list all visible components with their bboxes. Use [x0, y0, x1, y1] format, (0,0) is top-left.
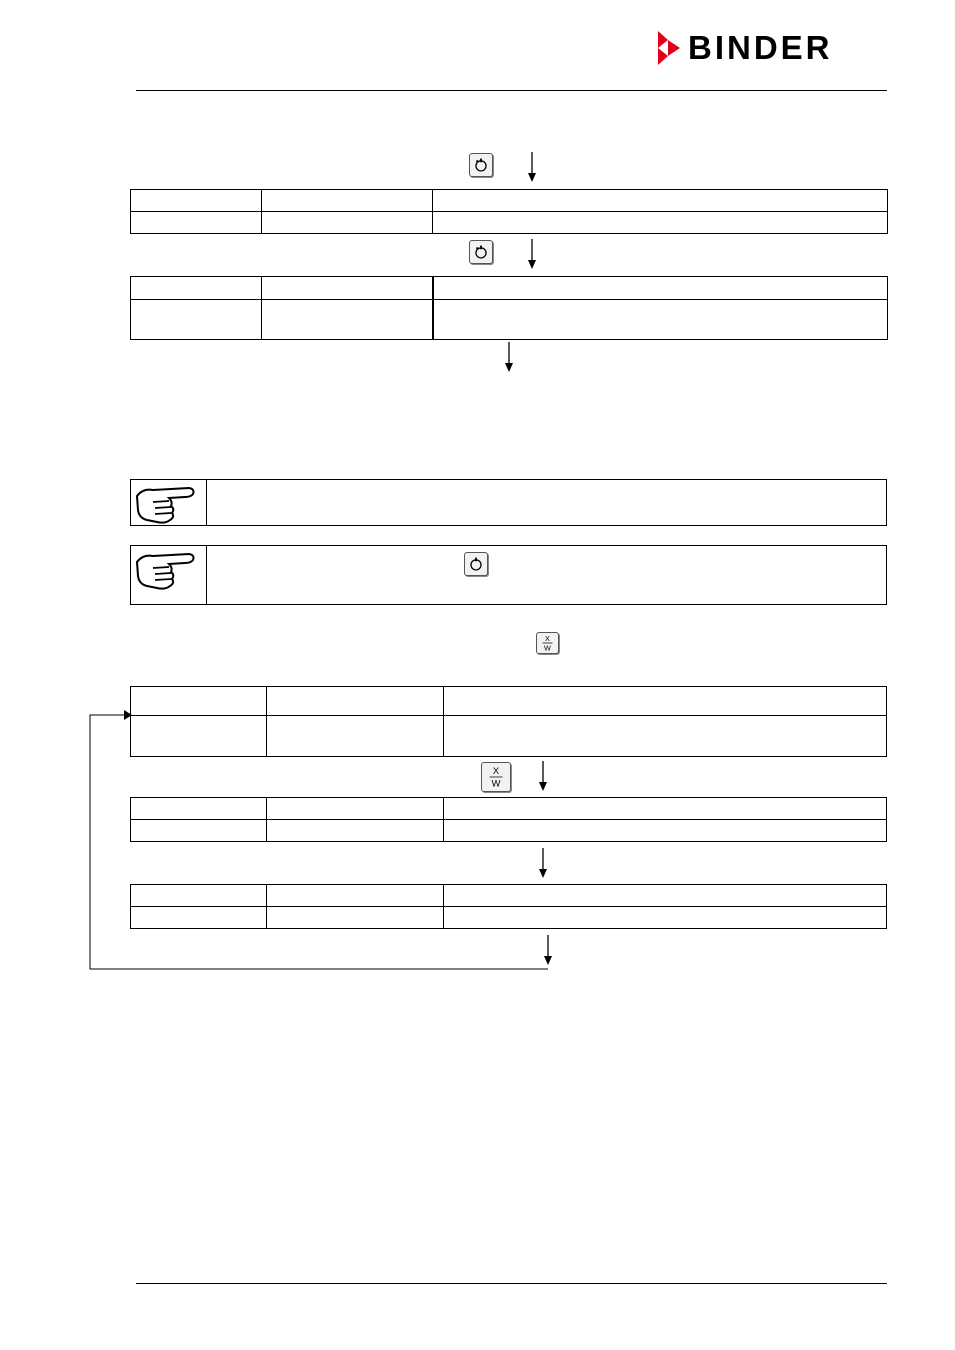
- table-cell: [131, 885, 267, 907]
- header-rule: [136, 90, 887, 91]
- table-cell: [267, 687, 444, 716]
- program-start-key-icon: [469, 153, 493, 177]
- table-cell: [444, 798, 887, 820]
- display-table-3: [130, 686, 887, 757]
- program-start-key-icon: [464, 552, 488, 576]
- table-cell: [131, 687, 267, 716]
- svg-text:W: W: [544, 643, 551, 653]
- table-cell: [433, 190, 888, 212]
- display-table-1: [130, 189, 888, 234]
- table-cell: [262, 190, 433, 212]
- table-cell: [262, 300, 433, 340]
- table-cell: [131, 190, 262, 212]
- setpoint-key-icon: [481, 762, 511, 792]
- svg-text:X: X: [492, 766, 500, 777]
- svg-text:W: W: [491, 778, 501, 789]
- table-cell: [433, 277, 888, 300]
- table-cell: [444, 820, 887, 842]
- table-cell: [131, 300, 262, 340]
- footer-rule: [136, 1283, 887, 1284]
- arrow-down-icon: [538, 761, 548, 791]
- table-cell: [267, 798, 444, 820]
- display-table-4: [130, 797, 887, 842]
- table-cell: [131, 907, 267, 929]
- arrow-down-icon: [527, 152, 537, 182]
- table-cell: [444, 885, 887, 907]
- table-cell: [267, 907, 444, 929]
- setpoint-key-icon: [536, 632, 559, 654]
- table-cell: [131, 212, 262, 234]
- table-cell: [267, 885, 444, 907]
- table-cell: [433, 300, 888, 340]
- pointing-hand-icon: [135, 482, 197, 524]
- table-cell: [267, 716, 444, 757]
- binder-logo-mark-icon: [656, 30, 682, 66]
- table-cell: [131, 716, 267, 757]
- table-cell: [267, 820, 444, 842]
- note-box: [130, 545, 887, 605]
- pointing-hand-icon: [135, 548, 197, 590]
- table-cell: [131, 798, 267, 820]
- binder-logo: [656, 29, 833, 67]
- table-cell: [444, 716, 887, 757]
- display-table-5: [130, 884, 887, 929]
- table-cell: [444, 907, 887, 929]
- table-cell: [131, 820, 267, 842]
- table-cell: [131, 277, 262, 300]
- note-icon-cell: [131, 480, 207, 525]
- arrow-down-icon: [543, 935, 553, 965]
- program-start-key-icon: [469, 240, 493, 264]
- svg-text:X: X: [545, 634, 550, 644]
- table-cell: [433, 212, 888, 234]
- arrow-down-icon: [538, 848, 548, 878]
- brand-name: BINDER: [688, 29, 833, 66]
- note-box: [130, 479, 887, 526]
- arrow-down-icon: [504, 342, 514, 372]
- display-table-2: [130, 276, 888, 340]
- table-cell: [444, 687, 887, 716]
- table-cell: [262, 212, 433, 234]
- table-cell: [262, 277, 433, 300]
- note-icon-cell: [131, 546, 207, 604]
- arrow-down-icon: [527, 239, 537, 269]
